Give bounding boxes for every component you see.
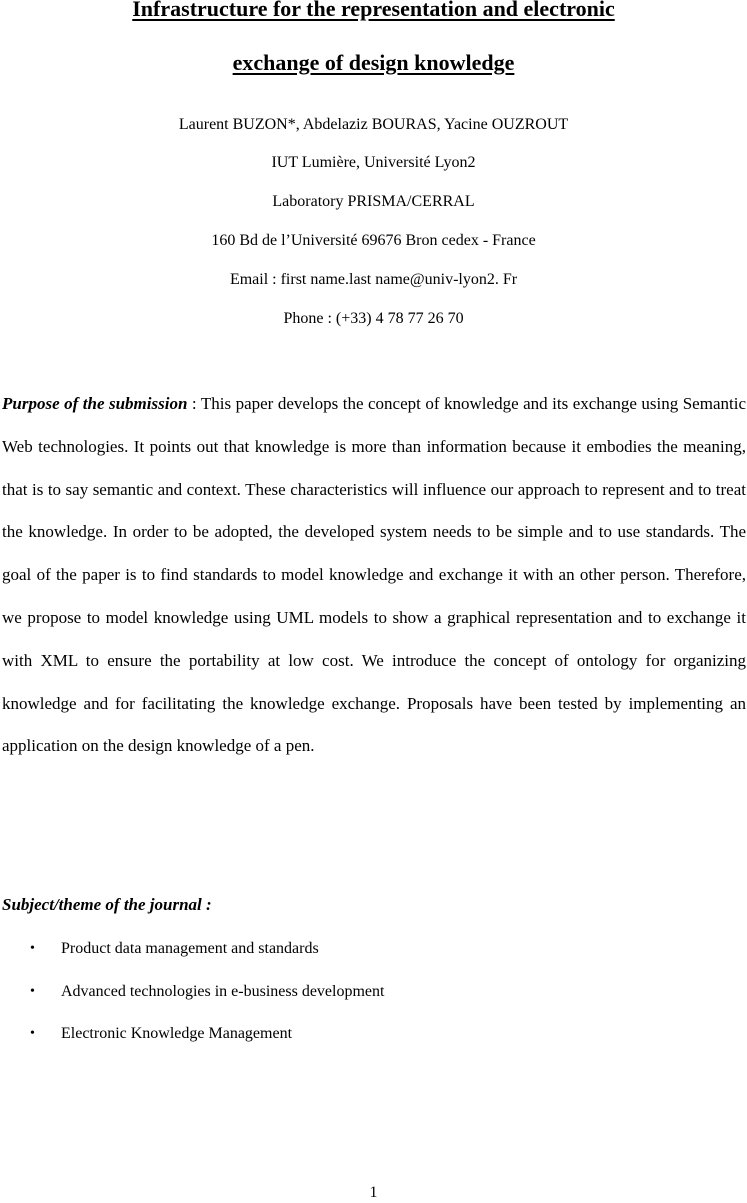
abstract-separator: : <box>187 394 201 413</box>
page-number: 1 <box>369 1184 378 1201</box>
paper-title-line-1: Infrastructure for the representation and electronic <box>132 0 615 21</box>
list-item-text: Product data management and standards <box>61 940 319 957</box>
abstract-body: This paper develops the concept of knowledge and its exchange using Semantic Web technologies. It points out that knowledge is more than information because it embodies the meaning, that is to say semantic and context. These characteristics will influence our approach to represent and to treat the knowledge. In order to be adopted, the developed system needs to be simple and to use standards. The goal of the paper is to find standards to model knowledge and exchange it with an other person. Therefore, we propose to model knowledge using UML models to show a graphical representation and to exchange it with XML to ensure the portability at low cost. We introduce the concept of ontology for organizing knowledge and for facilitating the knowledge exchange. Proposals have been tested by implementing an application on the design knowledge of a pen. <box>2 394 746 756</box>
email: Email : first name.last name@univ-lyon2. Fr <box>229 271 518 288</box>
authors: Laurent BUZON*, Abdelaziz BOURAS, Yacine OUZROUT <box>178 116 569 133</box>
bullet-icon: • <box>30 941 35 956</box>
laboratory: Laboratory PRISMA/CERRAL <box>272 193 475 210</box>
address: 160 Bd de l’Université 69676 Bron cedex - France <box>211 232 536 249</box>
phone: Phone : (+33) 4 78 77 26 70 <box>283 310 464 327</box>
bullet-icon: • <box>30 1026 35 1041</box>
institution: IUT Lumière, Université Lyon2 <box>271 154 476 171</box>
theme-heading: Subject/theme of the journal : <box>2 895 212 914</box>
abstract-lead: Purpose of the submission <box>2 394 188 413</box>
bullet-icon: • <box>30 984 35 999</box>
abstract-paragraph <box>2 383 746 768</box>
list-item-text: Advanced technologies in e-business development <box>61 983 385 1000</box>
list-item-text: Electronic Knowledge Management <box>61 1025 293 1042</box>
paper-title-line-2: exchange of design knowledge <box>232 50 515 75</box>
